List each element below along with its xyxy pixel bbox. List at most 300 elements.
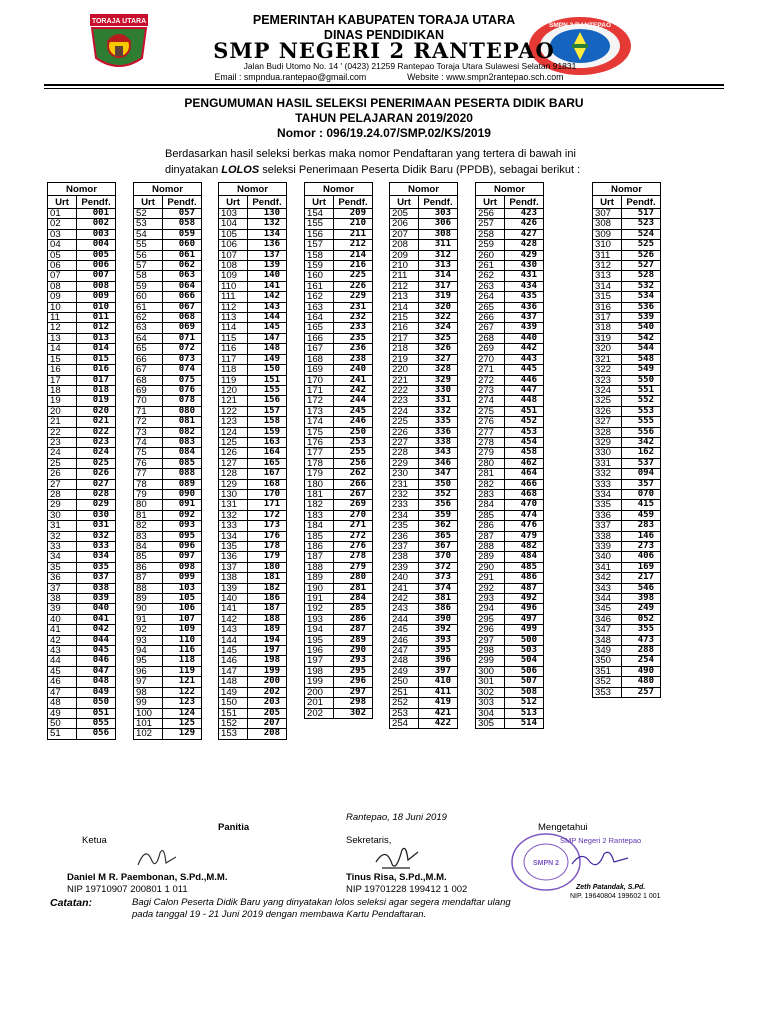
urt-cell: 223: [390, 396, 419, 406]
stamp-caption: SMP Negeri 2 Rantepao: [560, 836, 642, 845]
pendf-cell: 434: [505, 281, 544, 291]
pendf-cell: 050: [77, 698, 116, 708]
urt-cell: 286: [476, 521, 505, 531]
table-row: [219, 635, 287, 645]
pendf-cell: 395: [419, 646, 458, 656]
table-row: [134, 271, 202, 281]
table-row: [593, 417, 661, 427]
urt-cell: 166: [305, 333, 334, 343]
urt-cell: 117: [219, 354, 248, 364]
table-row: [476, 437, 544, 447]
urt-cell: 303: [476, 698, 505, 708]
pendf-cell: 536: [622, 302, 661, 312]
urt-cell: 17: [48, 375, 77, 385]
table-row: [390, 229, 458, 239]
urt-cell: 246: [390, 635, 419, 645]
urt-cell: 175: [305, 427, 334, 437]
urt-cell: 233: [390, 500, 419, 510]
table-row: [219, 729, 287, 739]
table-row: [48, 698, 116, 708]
urt-cell: 139: [219, 583, 248, 593]
table-row: [476, 250, 544, 260]
pendf-cell: 028: [77, 489, 116, 499]
urt-cell: 162: [305, 292, 334, 302]
urt-cell: 163: [305, 302, 334, 312]
pendf-cell: 203: [248, 698, 287, 708]
pendf-cell: 367: [419, 542, 458, 552]
urt-cell: 188: [305, 562, 334, 572]
table-row: [134, 375, 202, 385]
pendf-cell: 381: [419, 594, 458, 604]
pendf-cell: 011: [77, 313, 116, 323]
urt-cell: 106: [219, 240, 248, 250]
results-table-4: [304, 182, 373, 719]
urt-cell: 54: [134, 229, 163, 239]
pendf-cell: 270: [334, 510, 373, 520]
intro-line-2: [165, 164, 580, 176]
pendf-cell: 479: [505, 531, 544, 541]
pendf-cell: 343: [419, 448, 458, 458]
table-row: [48, 479, 116, 489]
pendf-cell: 427: [505, 229, 544, 239]
table-row: [390, 687, 458, 697]
urt-cell: 292: [476, 583, 505, 593]
table-row: [219, 656, 287, 666]
table-row: [48, 583, 116, 593]
table-row: [593, 209, 661, 219]
urt-cell: 272: [476, 375, 505, 385]
table-row: [390, 344, 458, 354]
table-row: [305, 302, 373, 312]
urt-cell: 115: [219, 333, 248, 343]
table-row: [219, 292, 287, 302]
urt-cell: 238: [390, 552, 419, 562]
table-row: [305, 687, 373, 697]
pendf-cell: 492: [505, 594, 544, 604]
urt-cell: 168: [305, 354, 334, 364]
pendf-cell: 527: [622, 261, 661, 271]
urt-cell: 156: [305, 229, 334, 239]
urt-cell: 300: [476, 666, 505, 676]
pendf-cell: 290: [334, 646, 373, 656]
pendf-cell: 140: [248, 271, 287, 281]
table-row: [305, 646, 373, 656]
urt-cell: 283: [476, 489, 505, 499]
urt-cell: 267: [476, 323, 505, 333]
pendf-cell: 537: [622, 458, 661, 468]
pendf-cell: 464: [505, 469, 544, 479]
table-row: [48, 469, 116, 479]
urt-cell: 74: [134, 437, 163, 447]
table-row: [219, 417, 287, 427]
pendf-cell: 169: [622, 562, 661, 572]
table-row: [593, 687, 661, 697]
urt-cell: 23: [48, 437, 77, 447]
table-row: [305, 677, 373, 687]
table-row: [390, 385, 458, 395]
urt-cell: 281: [476, 469, 505, 479]
pendf-cell: 330: [419, 385, 458, 395]
pendf-cell: 392: [419, 625, 458, 635]
table-row: [305, 542, 373, 552]
table-row: [476, 687, 544, 697]
urt-cell: 193: [305, 614, 334, 624]
pendf-cell: 446: [505, 375, 544, 385]
table-row: [593, 531, 661, 541]
table-row: [593, 240, 661, 250]
pendf-cell: 091: [163, 500, 202, 510]
urt-cell: 60: [134, 292, 163, 302]
urt-cell: 31: [48, 521, 77, 531]
urt-cell: 200: [305, 687, 334, 697]
urt-cell: 334: [593, 489, 622, 499]
urt-cell: 257: [476, 219, 505, 229]
urt-cell: 243: [390, 604, 419, 614]
pendf-cell: 047: [77, 666, 116, 676]
pendf-cell: 435: [505, 292, 544, 302]
urt-cell: 46: [48, 677, 77, 687]
table-row: [48, 313, 116, 323]
urt-cell: 06: [48, 261, 77, 271]
table-row: [219, 542, 287, 552]
pendf-cell: 062: [163, 261, 202, 271]
table-row: [390, 718, 458, 728]
table-row: [390, 489, 458, 499]
table-row: [219, 687, 287, 697]
pendf-cell: 148: [248, 344, 287, 354]
pendf-cell: 082: [163, 427, 202, 437]
pendf-cell: 048: [77, 677, 116, 687]
pendf-cell: 067: [163, 302, 202, 312]
urt-cell: 157: [305, 240, 334, 250]
pendf-cell: 503: [505, 646, 544, 656]
table-row: [48, 531, 116, 541]
urt-cell: 121: [219, 396, 248, 406]
table-row: [593, 594, 661, 604]
urt-cell: 305: [476, 718, 505, 728]
table-row: [134, 666, 202, 676]
urt-cell: 316: [593, 302, 622, 312]
table-row: [390, 406, 458, 416]
urt-cell: 343: [593, 583, 622, 593]
pendf-cell: 298: [334, 698, 373, 708]
urt-cell: 137: [219, 562, 248, 572]
pendf-cell: 003: [77, 229, 116, 239]
urt-cell: 190: [305, 583, 334, 593]
table-row: [219, 323, 287, 333]
intro-line-1: Berdasarkan hasil seleksi berkas maka nomor Pendaftaran yang tertera di bawah ini: [165, 148, 576, 160]
urt-cell: 275: [476, 406, 505, 416]
table-row: [219, 344, 287, 354]
table-row: [476, 614, 544, 624]
pendf-cell: 532: [622, 281, 661, 291]
table-row: [593, 281, 661, 291]
pendf-cell: 365: [419, 531, 458, 541]
table-row: [219, 677, 287, 687]
pendf-cell: 060: [163, 240, 202, 250]
table-row: [593, 323, 661, 333]
urt-cell: 30: [48, 510, 77, 520]
urt-cell: 191: [305, 594, 334, 604]
pendf-cell: 262: [334, 469, 373, 479]
pendf-cell: 347: [419, 469, 458, 479]
pendf-cell: 397: [419, 666, 458, 676]
pendf-cell: 142: [248, 292, 287, 302]
urt-cell: 96: [134, 666, 163, 676]
urt-cell: 278: [476, 437, 505, 447]
results-table-6: [475, 182, 544, 729]
pendf-cell: 173: [248, 521, 287, 531]
table-group-header: Nomor: [593, 183, 661, 196]
table-row: [48, 677, 116, 687]
pendf-cell: 015: [77, 354, 116, 364]
table-row: [48, 365, 116, 375]
pendf-cell: 129: [163, 729, 202, 739]
table-row: [593, 469, 661, 479]
pendf-cell: 496: [505, 604, 544, 614]
urt-cell: 59: [134, 281, 163, 291]
table-row: [305, 448, 373, 458]
urt-cell: 99: [134, 698, 163, 708]
urt-cell: 323: [593, 375, 622, 385]
pendf-cell: 107: [163, 614, 202, 624]
pendf-cell: 500: [505, 635, 544, 645]
pendf-cell: 253: [334, 437, 373, 447]
table-row: [390, 552, 458, 562]
urt-cell: 353: [593, 687, 622, 697]
pendf-cell: 359: [419, 510, 458, 520]
urt-cell: 11: [48, 313, 77, 323]
table-row: [48, 562, 116, 572]
pendf-cell: 486: [505, 573, 544, 583]
table-row: [219, 510, 287, 520]
pendf-cell: 052: [622, 614, 661, 624]
table-row: [593, 625, 661, 635]
table-row: [390, 500, 458, 510]
urt-cell: 169: [305, 365, 334, 375]
urt-cell: 154: [305, 209, 334, 219]
table-row: [219, 209, 287, 219]
pendf-cell: 484: [505, 552, 544, 562]
pendf-cell: 016: [77, 365, 116, 375]
urt-cell: 37: [48, 583, 77, 593]
table-row: [219, 219, 287, 229]
pendf-cell: 542: [622, 333, 661, 343]
urt-cell: 25: [48, 458, 77, 468]
pendf-cell: 236: [334, 344, 373, 354]
urt-cell: 13: [48, 333, 77, 343]
table-row: [476, 562, 544, 572]
pendf-cell: 004: [77, 240, 116, 250]
table-row: [48, 521, 116, 531]
pendf-cell: 211: [334, 229, 373, 239]
pendf-cell: 041: [77, 614, 116, 624]
table-row: [48, 281, 116, 291]
ketua-name: Daniel M R. Paembonan, S.Pd.,M.M.: [67, 872, 228, 883]
pendf-cell: 205: [248, 708, 287, 718]
table-row: [134, 313, 202, 323]
pendf-cell: 287: [334, 625, 373, 635]
urt-cell: 346: [593, 614, 622, 624]
urt-cell: 258: [476, 229, 505, 239]
table-group-header: Nomor: [134, 183, 202, 196]
table-row: [593, 292, 661, 302]
urt-cell: 49: [48, 708, 77, 718]
pendf-cell: 342: [622, 437, 661, 447]
ketua-signature: [136, 843, 180, 871]
pendf-cell: 476: [505, 521, 544, 531]
pendf-cell: 069: [163, 323, 202, 333]
pendf-cell: 147: [248, 333, 287, 343]
pendf-cell: 283: [622, 521, 661, 531]
table-row: [476, 594, 544, 604]
table-row: [134, 302, 202, 312]
table-row: [305, 708, 373, 718]
pendf-cell: 241: [334, 375, 373, 385]
table-row: [390, 469, 458, 479]
document-number: Nomor : 096/19.24.07/SMP.02/KS/2019: [277, 126, 491, 140]
urt-cell: 167: [305, 344, 334, 354]
urt-cell: 176: [305, 437, 334, 447]
table-row: [219, 406, 287, 416]
urt-cell: 19: [48, 396, 77, 406]
pendf-cell: 238: [334, 354, 373, 364]
pendf-cell: 180: [248, 562, 287, 572]
urt-cell: 68: [134, 375, 163, 385]
pendf-cell: 137: [248, 250, 287, 260]
table-row: [134, 573, 202, 583]
urt-cell: 153: [219, 729, 248, 739]
urt-cell: 226: [390, 427, 419, 437]
urt-cell: 215: [390, 313, 419, 323]
urt-cell: 41: [48, 625, 77, 635]
table-row: [305, 656, 373, 666]
table-row: [476, 458, 544, 468]
table-row: [390, 604, 458, 614]
urt-cell: 100: [134, 708, 163, 718]
table-row: [134, 625, 202, 635]
pendf-cell: 250: [334, 427, 373, 437]
urt-cell: 32: [48, 531, 77, 541]
table-row: [219, 489, 287, 499]
pendf-cell: 254: [622, 656, 661, 666]
pendf-cell: 544: [622, 344, 661, 354]
academic-year: TAHUN PELAJARAN 2019/2020: [295, 111, 473, 125]
pendf-cell: 362: [419, 521, 458, 531]
urt-cell: 250: [390, 677, 419, 687]
pendf-cell: 507: [505, 677, 544, 687]
table-row: [48, 500, 116, 510]
table-row: [219, 250, 287, 260]
announcement-title: PENGUMUMAN HASIL SELEKSI PENERIMAAN PESERTA DIDIK BARU: [184, 96, 584, 110]
pendf-cell: 328: [419, 365, 458, 375]
table-row: [305, 583, 373, 593]
urt-cell: 67: [134, 365, 163, 375]
table-row: [305, 489, 373, 499]
table-row: [305, 594, 373, 604]
pendf-cell: 017: [77, 375, 116, 385]
urt-cell: 93: [134, 635, 163, 645]
urt-cell: 109: [219, 271, 248, 281]
urt-cell: 164: [305, 313, 334, 323]
urt-cell: 89: [134, 594, 163, 604]
pendf-cell: 372: [419, 562, 458, 572]
urt-cell: 344: [593, 594, 622, 604]
table-row: [48, 250, 116, 260]
table-row: [593, 666, 661, 676]
urt-cell: 308: [593, 219, 622, 229]
school-website: Website : www.smpn2rantepao.sch.com: [407, 72, 564, 82]
urt-cell: 319: [593, 333, 622, 343]
pendf-cell: 329: [419, 375, 458, 385]
table-row: [48, 604, 116, 614]
pendf-cell: 551: [622, 385, 661, 395]
urt-cell: 51: [48, 729, 77, 739]
pendf-cell: 030: [77, 510, 116, 520]
urt-cell: 98: [134, 687, 163, 697]
urt-cell: 294: [476, 604, 505, 614]
table-row: [390, 209, 458, 219]
kepsek-signature: [570, 848, 630, 870]
table-row: [305, 271, 373, 281]
urt-cell: 247: [390, 646, 419, 656]
urt-cell: 04: [48, 240, 77, 250]
pendf-cell: 255: [334, 448, 373, 458]
table-row: [134, 458, 202, 468]
table-row: [219, 625, 287, 635]
pendf-cell: 335: [419, 417, 458, 427]
urt-cell: 248: [390, 656, 419, 666]
table-row: [476, 698, 544, 708]
table-row: [48, 302, 116, 312]
urt-cell: 235: [390, 521, 419, 531]
urt-cell: 270: [476, 354, 505, 364]
pendf-cell: 010: [77, 302, 116, 312]
urt-cell: 104: [219, 219, 248, 229]
pendf-cell: 429: [505, 250, 544, 260]
catatan-label: Catatan:: [50, 897, 93, 909]
urt-cell: 108: [219, 261, 248, 271]
table-row: [134, 261, 202, 271]
urt-cell: 77: [134, 469, 163, 479]
urt-cell: 64: [134, 333, 163, 343]
table-row: [219, 448, 287, 458]
table-row: [134, 708, 202, 718]
urt-cell: 181: [305, 489, 334, 499]
table-col-header: Urt: [134, 196, 163, 209]
table-row: [390, 531, 458, 541]
table-row: [48, 354, 116, 364]
urt-cell: 198: [305, 666, 334, 676]
table-row: [593, 261, 661, 271]
table-row: [305, 698, 373, 708]
pendf-cell: 027: [77, 479, 116, 489]
pendf-cell: 452: [505, 417, 544, 427]
urt-cell: 340: [593, 552, 622, 562]
urt-cell: 134: [219, 531, 248, 541]
table-row: [134, 500, 202, 510]
pendf-cell: 314: [419, 271, 458, 281]
pendf-cell: 200: [248, 677, 287, 687]
table-row: [593, 344, 661, 354]
urt-cell: 332: [593, 469, 622, 479]
table-row: [219, 333, 287, 343]
table-row: [593, 302, 661, 312]
table-row: [134, 479, 202, 489]
table-row: [305, 313, 373, 323]
table-row: [593, 448, 661, 458]
ketua-label: Ketua: [82, 835, 107, 846]
